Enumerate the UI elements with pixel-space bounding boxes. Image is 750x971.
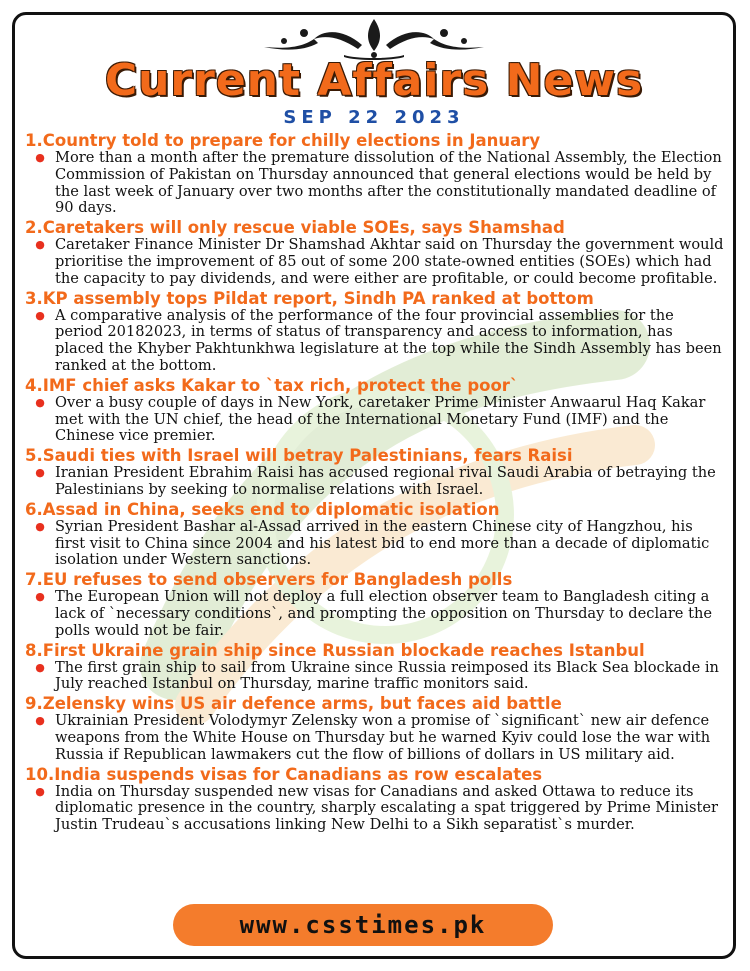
page-date: SEP 22 2023	[283, 107, 465, 128]
news-headline: 7.EU refuses to send observers for Bangladesh polls	[25, 570, 513, 590]
news-item	[25, 218, 725, 287]
news-headline: 5.Saudi ties with Israel will betray Palestinians, fears Raisi	[25, 446, 573, 466]
bullet-icon: ●	[35, 151, 45, 164]
news-item	[25, 446, 725, 499]
news-summary: Ukrainian President Volodymyr Zelensky won a promise of `significant` new air defence weapons from the White House on Thursday but he warned Kyiv could lose the war with Russia if Republican lawmakers cut the flow of billions of dollars in US military aid.	[55, 712, 711, 763]
news-item	[25, 376, 725, 445]
news-item	[25, 694, 725, 763]
news-headline: 9.Zelensky wins US air defence arms, but faces aid battle	[25, 694, 562, 714]
bullet-icon: ●	[35, 519, 45, 533]
news-item	[25, 570, 725, 639]
news-headline: 3.KP assembly tops Pildat report, Sindh PA ranked at bottom	[25, 288, 594, 308]
news-list	[25, 131, 725, 835]
bullet-icon: ●	[35, 395, 45, 409]
website-link[interactable]: www.csstimes.pk	[173, 904, 553, 946]
news-sheet	[12, 12, 736, 959]
bullet-icon: ●	[35, 784, 45, 798]
news-item	[25, 131, 725, 217]
news-headline: 10.India suspends visas for Canadians as row escalates	[25, 764, 543, 784]
page-title: Current Affairs News	[104, 55, 644, 106]
news-headline: 8.First Ukraine grain ship since Russian blockade reaches Istanbul	[25, 640, 645, 660]
news-summary: India on Thursday suspended new visas for Canadians and asked Ottawa to reduce its diplomatic presence in the country, sharply escalating a spat triggered by Prime Minister Justin Trudeau`s accusations linking New Delhi to a Sikh separatist`s murder.	[55, 782, 719, 834]
bullet-icon: ●	[35, 590, 45, 604]
bullet-icon: ●	[35, 660, 45, 674]
news-item	[25, 500, 725, 569]
bullet-icon: ●	[35, 466, 45, 480]
bullet-icon: ●	[35, 714, 45, 728]
news-item	[25, 765, 725, 834]
news-summary: More than a month after the premature dissolution of the National Assembly, the Election Commission of Pakistan on Thursday announced that general elections would be held by the last week of January over two months after the constitutionally mandated deadline of 90 days.	[55, 149, 722, 217]
news-headline: 4.IMF chief asks Kakar to `tax rich, protect the poor`	[25, 375, 519, 395]
bullet-icon: ●	[35, 308, 45, 322]
news-item	[25, 641, 725, 694]
news-summary: A comparative analysis of the performance of the four provincial assemblies for the period 20182023, in terms of status of transparency and access to information, has placed the Khyber Pakhtunkhwa legislature at the top while the Sindh Assembly has been ranked at the bottom.	[55, 306, 722, 374]
news-summary: The European Union will not deploy a full election observer team to Bangladesh citing a lack of `necessary conditions`, and prompting the opposition on Thursday to declare the polls would not be fair.	[55, 588, 712, 639]
bullet-icon: ●	[35, 238, 45, 252]
news-summary: Iranian President Ebrahim Raisi has accused regional rival Saudi Arabia of betraying the Palestinians by seeking to normalise relations with Israel.	[55, 464, 716, 498]
news-headline: 6.Assad in China, seeks end to diplomatic isolation	[25, 499, 500, 519]
news-headline: 2.Caretakers will only rescue viable SOEs, says Shamshad	[25, 218, 565, 238]
news-summary: Syrian President Bashar al-Assad arrived in the eastern Chinese city of Hangzhou, his first visit to China since 2004 and his latest bid to end more than a decade of diplomatic isolation under Western sanctions.	[55, 517, 710, 569]
news-summary: Caretaker Finance Minister Dr Shamshad Akhtar said on Thursday the government would prioritise the improvement of 85 out of some 200 state-owned entities (SOEs) which had the capacity to pay dividends, and were either are profitable, or could become profitable.	[55, 236, 724, 287]
news-summary: The first grain ship to sail from Ukraine since Russia reimposed its Black Sea blockade in July reached Istanbul on Thursday, marine traffic monitors said.	[55, 658, 719, 693]
news-item	[25, 289, 725, 375]
news-headline: 1.Country told to prepare for chilly elections in January	[25, 131, 541, 150]
news-summary: Over a busy couple of days in New York, caretaker Prime Minister Anwaarul Haq Kakar met with the UN chief, the head of the International Monetary Fund (IMF) and the Chinese vice premier.	[55, 393, 706, 445]
